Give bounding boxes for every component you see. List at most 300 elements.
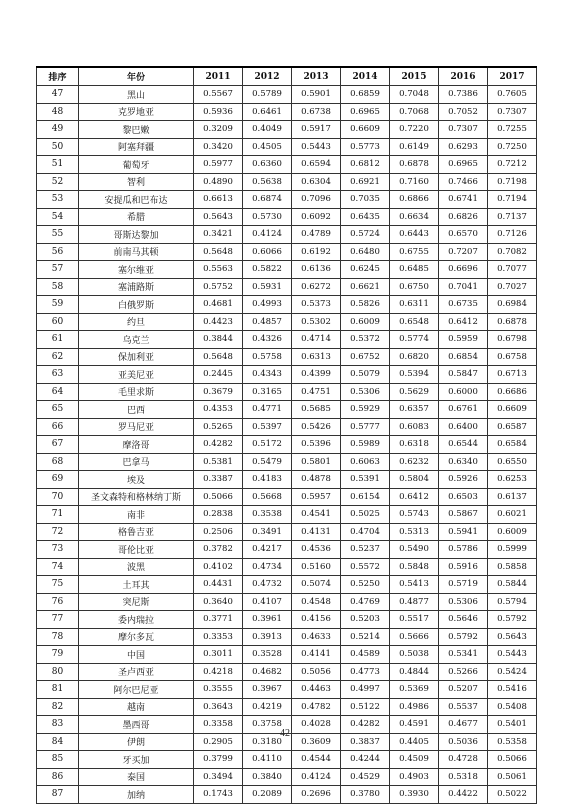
value-cell: 0.6584 <box>488 436 537 454</box>
country-cell: 保加利亚 <box>79 348 194 366</box>
year-header: 2017 <box>488 67 537 86</box>
value-cell: 0.5066 <box>488 751 537 769</box>
value-cell: 0.6609 <box>341 121 390 139</box>
value-cell: 0.6485 <box>390 261 439 279</box>
value-cell: 0.6866 <box>390 191 439 209</box>
value-cell: 0.5792 <box>439 628 488 646</box>
value-cell: 0.4422 <box>439 786 488 804</box>
value-cell: 0.5801 <box>292 453 341 471</box>
value-cell: 0.4997 <box>341 681 390 699</box>
rank-cell: 66 <box>37 418 79 436</box>
value-cell: 0.5773 <box>341 138 390 156</box>
country-cell: 葡萄牙 <box>79 156 194 174</box>
value-cell: 0.4633 <box>292 628 341 646</box>
value-cell: 0.7096 <box>292 191 341 209</box>
value-cell: 0.5629 <box>390 383 439 401</box>
value-cell: 0.5372 <box>341 331 390 349</box>
value-cell: 0.3837 <box>341 733 390 751</box>
value-cell: 0.5794 <box>488 593 537 611</box>
country-cell: 巴拿马 <box>79 453 194 471</box>
value-cell: 0.6570 <box>439 226 488 244</box>
value-cell: 0.3913 <box>243 628 292 646</box>
value-cell: 0.4751 <box>292 383 341 401</box>
value-cell: 0.5643 <box>488 628 537 646</box>
value-cell: 0.4529 <box>341 768 390 786</box>
value-cell: 0.4423 <box>194 313 243 331</box>
value-cell: 0.3538 <box>243 506 292 524</box>
country-header: 年份 <box>79 67 194 86</box>
value-cell: 0.6621 <box>341 278 390 296</box>
value-cell: 0.5638 <box>243 173 292 191</box>
value-cell: 0.5517 <box>390 611 439 629</box>
rank-cell: 52 <box>37 173 79 191</box>
table-row <box>37 576 537 594</box>
value-cell: 0.6798 <box>488 331 537 349</box>
value-cell: 0.4110 <box>243 751 292 769</box>
value-cell: 0.3782 <box>194 541 243 559</box>
value-cell: 0.4589 <box>341 646 390 664</box>
value-cell: 0.4993 <box>243 296 292 314</box>
value-cell: 0.6544 <box>439 436 488 454</box>
page-number: 42 <box>280 728 290 739</box>
country-cell: 智利 <box>79 173 194 191</box>
value-cell: 0.7048 <box>390 86 439 104</box>
value-cell: 0.6412 <box>439 313 488 331</box>
value-cell: 0.5826 <box>341 296 390 314</box>
value-cell: 0.6400 <box>439 418 488 436</box>
table-row <box>37 558 537 576</box>
value-cell: 0.6550 <box>488 453 537 471</box>
value-cell: 0.3528 <box>243 646 292 664</box>
value-cell: 0.3643 <box>194 698 243 716</box>
table-row <box>37 103 537 121</box>
table-row <box>37 471 537 489</box>
table-row <box>37 383 537 401</box>
value-cell: 0.5668 <box>243 488 292 506</box>
value-cell: 0.4903 <box>390 768 439 786</box>
table-row <box>37 786 537 804</box>
rank-cell: 65 <box>37 401 79 419</box>
value-cell: 0.3165 <box>243 383 292 401</box>
value-cell: 0.6318 <box>390 436 439 454</box>
value-cell: 0.5666 <box>390 628 439 646</box>
value-cell: 0.6083 <box>390 418 439 436</box>
value-cell: 0.5079 <box>341 366 390 384</box>
value-cell: 0.4282 <box>194 436 243 454</box>
value-cell: 0.4218 <box>194 663 243 681</box>
value-cell: 0.5926 <box>439 471 488 489</box>
country-cell: 圣卢西亚 <box>79 663 194 681</box>
value-cell: 0.4986 <box>390 698 439 716</box>
value-cell: 0.4124 <box>292 768 341 786</box>
value-cell: 0.6293 <box>439 138 488 156</box>
table-row <box>37 226 537 244</box>
country-cell: 塞尔维亚 <box>79 261 194 279</box>
country-cell: 埃及 <box>79 471 194 489</box>
value-cell: 0.5844 <box>488 576 537 594</box>
country-cell: 加纳 <box>79 786 194 804</box>
value-cell: 0.5719 <box>439 576 488 594</box>
value-cell: 0.6066 <box>243 243 292 261</box>
value-cell: 0.5792 <box>488 611 537 629</box>
value-cell: 0.4734 <box>243 558 292 576</box>
value-cell: 0.4131 <box>292 523 341 541</box>
value-cell: 0.4877 <box>390 593 439 611</box>
value-cell: 0.4244 <box>341 751 390 769</box>
country-cell: 格鲁吉亚 <box>79 523 194 541</box>
value-cell: 0.4704 <box>341 523 390 541</box>
rank-cell: 59 <box>37 296 79 314</box>
value-cell: 0.6686 <box>488 383 537 401</box>
value-cell: 0.4682 <box>243 663 292 681</box>
value-cell: 0.6854 <box>439 348 488 366</box>
value-cell: 0.6154 <box>341 488 390 506</box>
table-row <box>37 418 537 436</box>
value-cell: 0.7250 <box>488 138 537 156</box>
table-row <box>37 436 537 454</box>
value-cell: 0.6752 <box>341 348 390 366</box>
value-cell: 0.4548 <box>292 593 341 611</box>
value-cell: 0.5172 <box>243 436 292 454</box>
value-cell: 0.5036 <box>439 733 488 751</box>
value-cell: 0.5394 <box>390 366 439 384</box>
value-cell: 0.6304 <box>292 173 341 191</box>
value-cell: 0.6594 <box>292 156 341 174</box>
rank-cell: 75 <box>37 576 79 594</box>
table-row <box>37 681 537 699</box>
value-cell: 0.5901 <box>292 86 341 104</box>
country-cell: 土耳其 <box>79 576 194 594</box>
table-row <box>37 138 537 156</box>
rank-cell: 62 <box>37 348 79 366</box>
ranking-table <box>36 66 537 804</box>
value-cell: 0.5916 <box>439 558 488 576</box>
table-row <box>37 541 537 559</box>
value-cell: 0.1743 <box>194 786 243 804</box>
value-cell: 0.5730 <box>243 208 292 226</box>
country-cell: 希腊 <box>79 208 194 226</box>
value-cell: 0.3180 <box>243 733 292 751</box>
value-cell: 0.5265 <box>194 418 243 436</box>
country-cell: 中国 <box>79 646 194 664</box>
rank-cell: 63 <box>37 366 79 384</box>
value-cell: 0.4732 <box>243 576 292 594</box>
value-cell: 0.5426 <box>292 418 341 436</box>
country-cell: 墨西哥 <box>79 716 194 734</box>
value-cell: 0.6232 <box>390 453 439 471</box>
value-cell: 0.5397 <box>243 418 292 436</box>
value-cell: 0.3840 <box>243 768 292 786</box>
value-cell: 0.3494 <box>194 768 243 786</box>
value-cell: 0.4353 <box>194 401 243 419</box>
value-cell: 0.6412 <box>390 488 439 506</box>
value-cell: 0.6826 <box>439 208 488 226</box>
rank-cell: 48 <box>37 103 79 121</box>
country-cell: 泰国 <box>79 768 194 786</box>
value-cell: 0.4681 <box>194 296 243 314</box>
country-cell: 摩尔多瓦 <box>79 628 194 646</box>
value-cell: 0.7212 <box>488 156 537 174</box>
rank-cell: 58 <box>37 278 79 296</box>
value-cell: 0.5786 <box>439 541 488 559</box>
table-row <box>37 366 537 384</box>
rank-cell: 72 <box>37 523 79 541</box>
value-cell: 0.5443 <box>292 138 341 156</box>
value-cell: 0.6360 <box>243 156 292 174</box>
value-cell: 0.7082 <box>488 243 537 261</box>
rank-cell: 60 <box>37 313 79 331</box>
value-cell: 0.6878 <box>390 156 439 174</box>
value-cell: 0.6735 <box>439 296 488 314</box>
value-cell: 0.4049 <box>243 121 292 139</box>
value-cell: 0.5758 <box>243 348 292 366</box>
country-cell: 安提瓜和巴布达 <box>79 191 194 209</box>
value-cell: 0.2905 <box>194 733 243 751</box>
value-cell: 0.7077 <box>488 261 537 279</box>
value-cell: 0.5237 <box>341 541 390 559</box>
header-row <box>37 67 537 86</box>
value-cell: 0.5977 <box>194 156 243 174</box>
value-cell: 0.4769 <box>341 593 390 611</box>
value-cell: 0.6812 <box>341 156 390 174</box>
rank-cell: 47 <box>37 86 79 104</box>
value-cell: 0.5774 <box>390 331 439 349</box>
value-cell: 0.6357 <box>390 401 439 419</box>
value-cell: 0.6738 <box>292 103 341 121</box>
value-cell: 0.4857 <box>243 313 292 331</box>
value-cell: 0.7137 <box>488 208 537 226</box>
value-cell: 0.4591 <box>390 716 439 734</box>
value-cell: 0.4219 <box>243 698 292 716</box>
value-cell: 0.7255 <box>488 121 537 139</box>
value-cell: 0.4405 <box>390 733 439 751</box>
value-cell: 0.4505 <box>243 138 292 156</box>
value-cell: 0.5203 <box>341 611 390 629</box>
value-cell: 0.5369 <box>390 681 439 699</box>
value-cell: 0.7198 <box>488 173 537 191</box>
value-cell: 0.6340 <box>439 453 488 471</box>
value-cell: 0.5648 <box>194 348 243 366</box>
table-row <box>37 208 537 226</box>
value-cell: 0.7027 <box>488 278 537 296</box>
value-cell: 0.6741 <box>439 191 488 209</box>
value-cell: 0.5408 <box>488 698 537 716</box>
value-cell: 0.5381 <box>194 453 243 471</box>
value-cell: 0.5490 <box>390 541 439 559</box>
value-cell: 0.4677 <box>439 716 488 734</box>
value-cell: 0.3844 <box>194 331 243 349</box>
country-cell: 罗马尼亚 <box>79 418 194 436</box>
value-cell: 0.5989 <box>341 436 390 454</box>
value-cell: 0.4124 <box>243 226 292 244</box>
rank-cell: 53 <box>37 191 79 209</box>
value-cell: 0.5391 <box>341 471 390 489</box>
value-cell: 0.6548 <box>390 313 439 331</box>
value-cell: 0.6245 <box>341 261 390 279</box>
rank-cell: 67 <box>37 436 79 454</box>
year-header: 2012 <box>243 67 292 86</box>
rank-cell: 49 <box>37 121 79 139</box>
value-cell: 0.4156 <box>292 611 341 629</box>
rank-cell: 80 <box>37 663 79 681</box>
value-cell: 0.5160 <box>292 558 341 576</box>
rank-header: 排序 <box>37 67 79 86</box>
year-header: 2013 <box>292 67 341 86</box>
value-cell: 0.6713 <box>488 366 537 384</box>
value-cell: 0.6921 <box>341 173 390 191</box>
value-cell: 0.5306 <box>341 383 390 401</box>
value-cell: 0.4878 <box>292 471 341 489</box>
value-cell: 0.4326 <box>243 331 292 349</box>
value-cell: 0.7466 <box>439 173 488 191</box>
value-cell: 0.5318 <box>439 768 488 786</box>
value-cell: 0.3640 <box>194 593 243 611</box>
country-cell: 巴西 <box>79 401 194 419</box>
year-header: 2015 <box>390 67 439 86</box>
country-cell: 白俄罗斯 <box>79 296 194 314</box>
value-cell: 0.7126 <box>488 226 537 244</box>
value-cell: 0.5056 <box>292 663 341 681</box>
value-cell: 0.6820 <box>390 348 439 366</box>
value-cell: 0.5122 <box>341 698 390 716</box>
value-cell: 0.6461 <box>243 103 292 121</box>
value-cell: 0.4844 <box>390 663 439 681</box>
value-cell: 0.5479 <box>243 453 292 471</box>
value-cell: 0.4544 <box>292 751 341 769</box>
table-row <box>37 663 537 681</box>
value-cell: 0.6965 <box>341 103 390 121</box>
value-cell: 0.5957 <box>292 488 341 506</box>
value-cell: 0.5413 <box>390 576 439 594</box>
rank-cell: 79 <box>37 646 79 664</box>
value-cell: 0.2838 <box>194 506 243 524</box>
value-cell: 0.6443 <box>390 226 439 244</box>
value-cell: 0.6009 <box>488 523 537 541</box>
value-cell: 0.5858 <box>488 558 537 576</box>
value-cell: 0.6587 <box>488 418 537 436</box>
value-cell: 0.4728 <box>439 751 488 769</box>
value-cell: 0.3930 <box>390 786 439 804</box>
value-cell: 0.2445 <box>194 366 243 384</box>
value-cell: 0.3609 <box>292 733 341 751</box>
country-cell: 哥斯达黎加 <box>79 226 194 244</box>
value-cell: 0.2696 <box>292 786 341 804</box>
value-cell: 0.6696 <box>439 261 488 279</box>
table-row <box>37 121 537 139</box>
table-row <box>37 313 537 331</box>
table-body <box>37 86 537 804</box>
country-cell: 越南 <box>79 698 194 716</box>
rank-cell: 56 <box>37 243 79 261</box>
rank-cell: 84 <box>37 733 79 751</box>
value-cell: 0.7194 <box>488 191 537 209</box>
value-cell: 0.5936 <box>194 103 243 121</box>
value-cell: 0.3420 <box>194 138 243 156</box>
value-cell: 0.5931 <box>243 278 292 296</box>
rank-cell: 82 <box>37 698 79 716</box>
value-cell: 0.3555 <box>194 681 243 699</box>
value-cell: 0.5302 <box>292 313 341 331</box>
value-cell: 0.5648 <box>194 243 243 261</box>
value-cell: 0.5789 <box>243 86 292 104</box>
value-cell: 0.4431 <box>194 576 243 594</box>
table-row <box>37 751 537 769</box>
value-cell: 0.5401 <box>488 716 537 734</box>
value-cell: 0.4509 <box>390 751 439 769</box>
value-cell: 0.5358 <box>488 733 537 751</box>
value-cell: 0.5207 <box>439 681 488 699</box>
value-cell: 0.6750 <box>390 278 439 296</box>
value-cell: 0.4541 <box>292 506 341 524</box>
value-cell: 0.5022 <box>488 786 537 804</box>
value-cell: 0.6503 <box>439 488 488 506</box>
value-cell: 0.3679 <box>194 383 243 401</box>
value-cell: 0.4399 <box>292 366 341 384</box>
value-cell: 0.3387 <box>194 471 243 489</box>
value-cell: 0.5416 <box>488 681 537 699</box>
value-cell: 0.4771 <box>243 401 292 419</box>
value-cell: 0.4890 <box>194 173 243 191</box>
value-cell: 0.5777 <box>341 418 390 436</box>
country-cell: 哥伦比亚 <box>79 541 194 559</box>
rank-cell: 70 <box>37 488 79 506</box>
table-row <box>37 296 537 314</box>
table-row <box>37 401 537 419</box>
table-row <box>37 488 537 506</box>
value-cell: 0.3799 <box>194 751 243 769</box>
rank-cell: 61 <box>37 331 79 349</box>
rank-cell: 87 <box>37 786 79 804</box>
value-cell: 0.7605 <box>488 86 537 104</box>
value-cell: 0.5999 <box>488 541 537 559</box>
value-cell: 0.5373 <box>292 296 341 314</box>
table-row <box>37 348 537 366</box>
value-cell: 0.5443 <box>488 646 537 664</box>
value-cell: 0.6192 <box>292 243 341 261</box>
value-cell: 0.3209 <box>194 121 243 139</box>
rank-cell: 69 <box>37 471 79 489</box>
country-cell: 克罗地亚 <box>79 103 194 121</box>
value-cell: 0.6136 <box>292 261 341 279</box>
value-cell: 0.4536 <box>292 541 341 559</box>
value-cell: 0.6874 <box>243 191 292 209</box>
rank-cell: 78 <box>37 628 79 646</box>
value-cell: 0.6000 <box>439 383 488 401</box>
value-cell: 0.6311 <box>390 296 439 314</box>
table-row <box>37 278 537 296</box>
table-row <box>37 191 537 209</box>
value-cell: 0.5724 <box>341 226 390 244</box>
value-cell: 0.7207 <box>439 243 488 261</box>
value-cell: 0.5313 <box>390 523 439 541</box>
table-row <box>37 156 537 174</box>
country-cell: 波黑 <box>79 558 194 576</box>
value-cell: 0.5563 <box>194 261 243 279</box>
table-row <box>37 646 537 664</box>
rank-cell: 71 <box>37 506 79 524</box>
rank-cell: 77 <box>37 611 79 629</box>
value-cell: 0.6435 <box>341 208 390 226</box>
value-cell: 0.6149 <box>390 138 439 156</box>
value-cell: 0.3780 <box>341 786 390 804</box>
value-cell: 0.6984 <box>488 296 537 314</box>
country-cell: 阿塞拜疆 <box>79 138 194 156</box>
rank-cell: 68 <box>37 453 79 471</box>
table-row <box>37 611 537 629</box>
value-cell: 0.5822 <box>243 261 292 279</box>
value-cell: 0.5685 <box>292 401 341 419</box>
value-cell: 0.3011 <box>194 646 243 664</box>
